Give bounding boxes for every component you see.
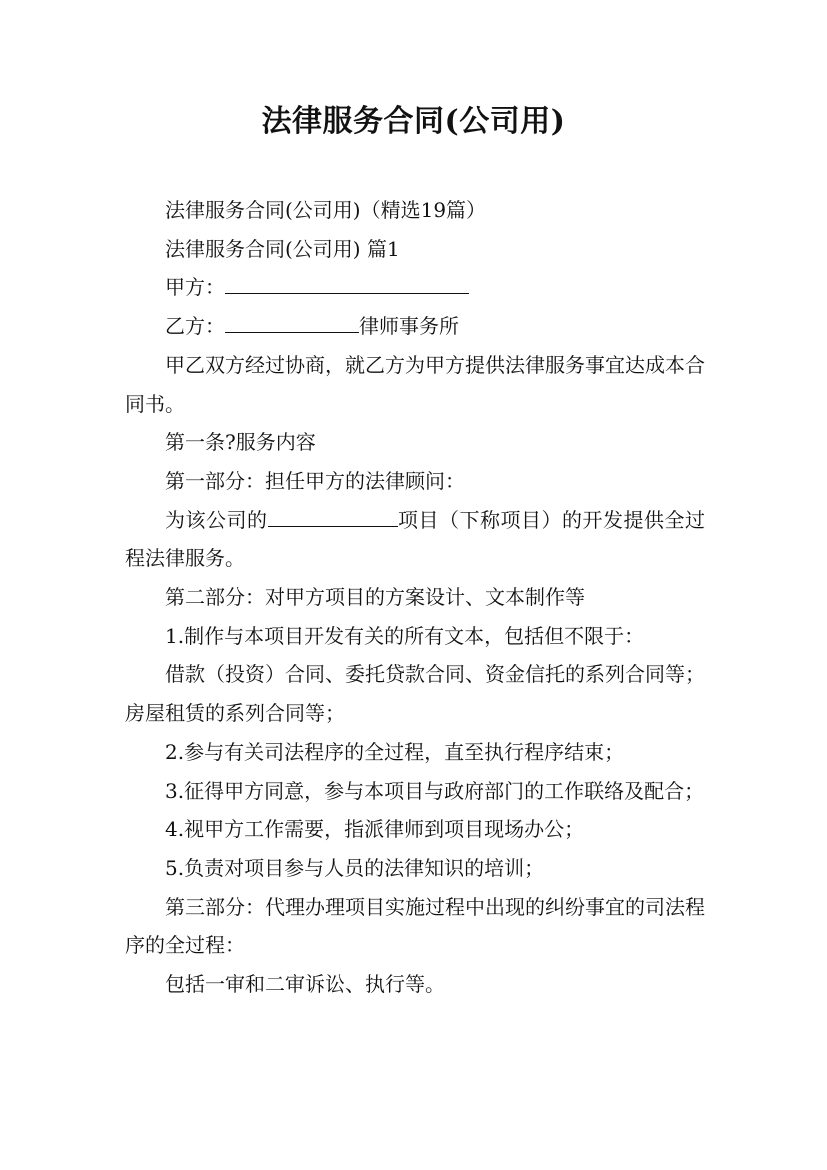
paragraph-section-3: 第三部分：代理办理项目实施过程中出现的纠纷事宜的司法程序的全过程： [125,894,705,958]
party-b-label: 乙方： [165,314,225,339]
paragraph-item-2: 2.参与有关司法程序的全过程，直至执行程序结束； [165,739,625,764]
document-body [125,191,705,1004]
party-a-blank [225,271,469,294]
project-suffix: 项目（下称项目）的开发提供全过程法律服务。 [125,507,705,571]
party-a-label: 甲方： [165,275,225,300]
paragraph-party-b [125,307,705,346]
paragraph-subtitle: 法律服务合同(公司用)（精选19篇） [165,198,487,222]
paragraph-item-5: 5.负责对项目参与人员的法律知识的培训； [165,855,545,880]
party-b-blank [225,310,359,333]
paragraph-item-4: 4.视甲方工作需要，指派律师到项目现场办公； [165,817,585,842]
paragraph-intro: 甲乙双方经过协商，就乙方为甲方提供法律服务事宜达成本合同书。 [125,352,705,416]
paragraph-party-a [125,268,705,307]
project-blank [268,504,398,527]
paragraph-section-1: 第一部分：担任甲方的法律顾问： [165,468,465,493]
paragraph-item-1-detail: 借款（投资）合同、委托贷款合同、资金信托的系列合同等；房屋租赁的系列合同等； [125,662,705,726]
project-prefix: 为该公司的 [165,507,268,532]
document-title: 法律服务合同(公司用) [261,104,566,139]
paragraph-article-1: 第一条?服务内容 [165,430,316,455]
paragraph-item-1: 1.制作与本项目开发有关的所有文本，包括但不限于： [165,623,645,648]
paragraph-part-heading: 法律服务合同(公司用) 篇1 [165,236,400,261]
paragraph-project [125,501,705,578]
paragraph-section-2: 第二部分：对甲方项目的方案设计、文本制作等 [165,585,585,610]
party-b-suffix: 律师事务所 [359,314,459,339]
paragraph-item-3: 3.征得甲方同意，参与本项目与政府部门的工作联络及配合； [165,778,705,803]
paragraph-section-3-detail: 包括一审和二审诉讼、执行等。 [165,972,445,997]
